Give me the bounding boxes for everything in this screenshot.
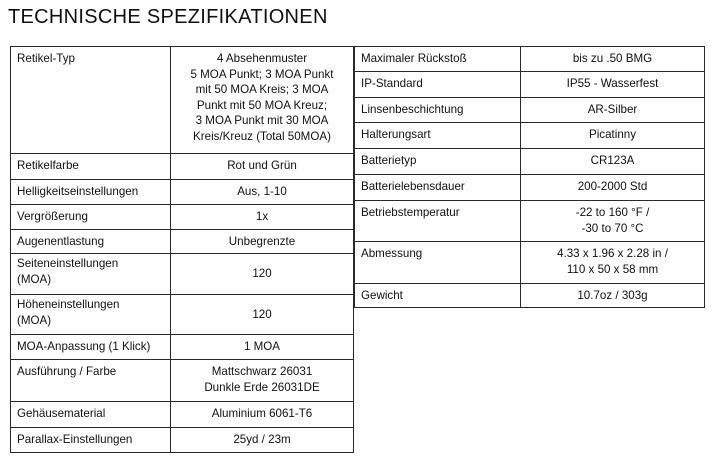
page-title: TECHNISCHE SPEZIFIKATIONEN bbox=[8, 6, 328, 28]
spec-label-housing: Gehäusematerial bbox=[11, 402, 171, 428]
spec-label-elevation: Höheneinstellungen (MOA) bbox=[11, 295, 171, 335]
spec-value-elevation: 120 bbox=[171, 295, 354, 335]
table-row bbox=[355, 98, 705, 123]
spec-value-reticle-color: Rot und Grün bbox=[171, 154, 354, 180]
table-row bbox=[355, 284, 705, 308]
spec-value-windage: 120 bbox=[171, 254, 354, 295]
table-row bbox=[11, 205, 354, 230]
spec-label-moa-adjustment: MOA-Anpassung (1 Klick) bbox=[11, 335, 171, 360]
spec-value-mount-type: Picatinny bbox=[521, 123, 705, 149]
table-row bbox=[11, 360, 354, 402]
spec-label-lens-coating: Linsenbeschichtung bbox=[355, 98, 521, 123]
spec-label-battery-life: Batterielebensdauer bbox=[355, 175, 521, 201]
spec-value-battery-life: 200-2000 Std bbox=[521, 175, 705, 201]
table-row bbox=[11, 47, 354, 154]
spec-label-mount-type: Halterungsart bbox=[355, 123, 521, 149]
table-row bbox=[355, 201, 705, 242]
spec-value-housing: Aluminium 6061-T6 bbox=[171, 402, 354, 428]
spec-table-right bbox=[354, 46, 705, 308]
table-row bbox=[11, 230, 354, 254]
spec-value-lens-coating: AR-Silber bbox=[521, 98, 705, 123]
table-row bbox=[355, 242, 705, 284]
spec-label-dimensions: Abmessung bbox=[355, 242, 521, 284]
table-row bbox=[11, 180, 354, 205]
spec-label-ip-rating: IP-Standard bbox=[355, 72, 521, 98]
table-row bbox=[355, 123, 705, 149]
spec-label-reticle-type: Retikel-Typ bbox=[11, 47, 171, 154]
spec-label-windage: Seiteneinstellungen (MOA) bbox=[11, 254, 171, 295]
spec-value-battery-type: CR123A bbox=[521, 149, 705, 175]
spec-value-finish: Mattschwarz 26031 Dunkle Erde 26031DE bbox=[171, 360, 354, 402]
spec-value-brightness: Aus, 1-10 bbox=[171, 180, 354, 205]
table-row bbox=[355, 72, 705, 98]
spec-label-reticle-color: Retikelfarbe bbox=[11, 154, 171, 180]
table-row bbox=[11, 254, 354, 295]
table-row bbox=[11, 402, 354, 428]
spec-label-magnification: Vergrößerung bbox=[11, 205, 171, 230]
table-row bbox=[11, 295, 354, 335]
spec-label-weight: Gewicht bbox=[355, 284, 521, 308]
spec-label-battery-type: Batterietyp bbox=[355, 149, 521, 175]
spec-value-weight: 10.7oz / 303g bbox=[521, 284, 705, 308]
spec-label-parallax: Parallax-Einstellungen bbox=[11, 428, 171, 453]
spec-label-brightness: Helligkeitseinstellungen bbox=[11, 180, 171, 205]
spec-value-moa-adjustment: 1 MOA bbox=[171, 335, 354, 360]
spec-label-finish: Ausführung / Farbe bbox=[11, 360, 171, 402]
spec-value-dimensions: 4.33 x 1.96 x 2.28 in / 110 x 50 x 58 mm bbox=[521, 242, 705, 284]
table-row bbox=[11, 428, 354, 453]
spec-value-reticle-type: 4 Absehenmuster 5 MOA Punkt; 3 MOA Punkt mit 50 MOA Kreis; 3 MOA Punkt mit 50 MOA Kreuz; 3 MOA Punkt mit 30 MOA Kreis/Kreuz (Total 50MOA) bbox=[171, 47, 354, 154]
table-row bbox=[355, 175, 705, 201]
spec-table-left bbox=[10, 46, 354, 453]
spec-value-operating-temp: -22 to 160 °F / -30 to 70 °C bbox=[521, 201, 705, 242]
table-row bbox=[11, 154, 354, 180]
spec-value-parallax: 25yd / 23m bbox=[171, 428, 354, 453]
spec-label-operating-temp: Betriebstemperatur bbox=[355, 201, 521, 242]
spec-value-eye-relief: Unbegrenzte bbox=[171, 230, 354, 254]
spec-label-recoil: Maximaler Rückstoß bbox=[355, 47, 521, 72]
spec-value-ip-rating: IP55 - Wasserfest bbox=[521, 72, 705, 98]
table-row bbox=[355, 47, 705, 72]
table-row bbox=[355, 149, 705, 175]
spec-value-recoil: bis zu .50 BMG bbox=[521, 47, 705, 72]
spec-value-magnification: 1x bbox=[171, 205, 354, 230]
table-row bbox=[11, 335, 354, 360]
spec-label-eye-relief: Augenentlastung bbox=[11, 230, 171, 254]
